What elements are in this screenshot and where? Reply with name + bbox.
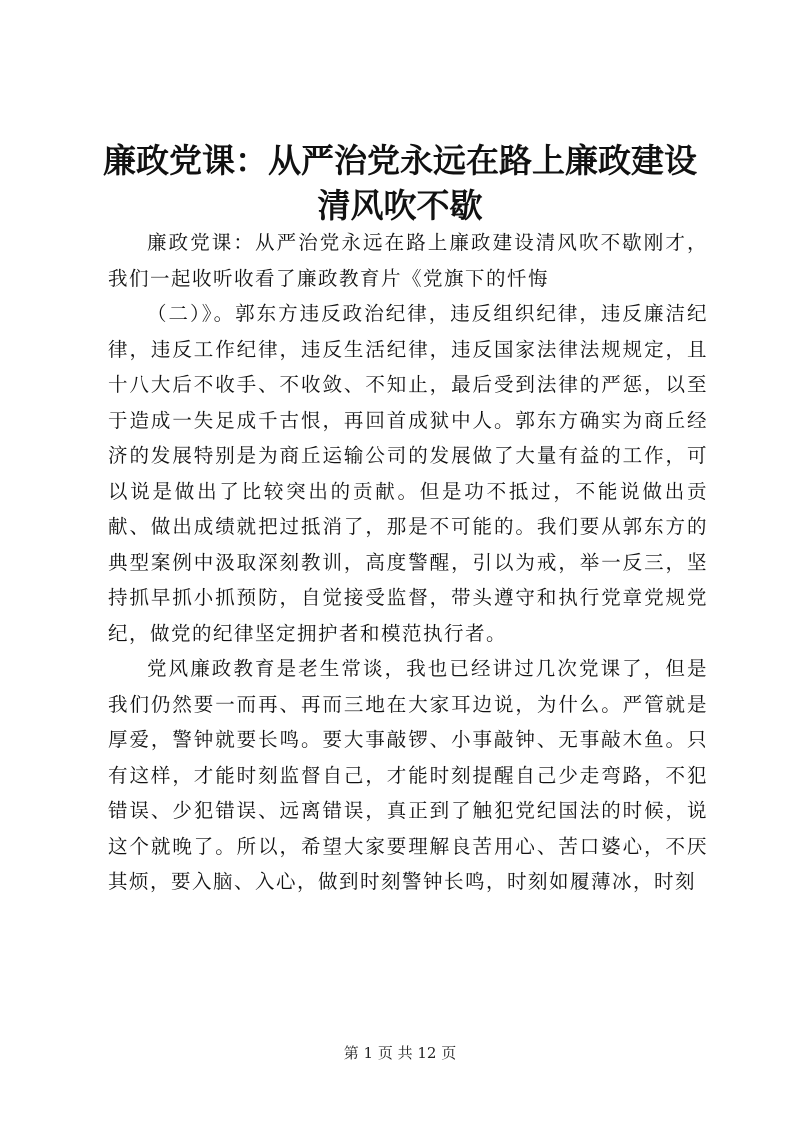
page-footer: 第 1 页 共 12 页 bbox=[343, 1044, 457, 1062]
paragraph-3: 党风廉政教育是老生常谈，我也已经讲过几次党课了，但是我们仍然要一而再、再而三地在大家耳边说，为什么。严管就是厚爱，警钟就要长鸣。要大事敲锣、小事敲钟、无事敲木鱼。只有这样，才能时刻监督自己，才能时刻提醒自己少走弯路，不犯错误、少犯错误、远离错误，真正到了触犯党纪国法的时候，说这个就晚了。所以，希望大家要理解良苦用心、苦口婆心，不厌其烦，要入脑、入心，做到时刻警钟长鸣，时刻如履薄冰，时刻 bbox=[108, 657, 708, 893]
document-body bbox=[108, 225, 708, 900]
paragraph-2: （二）》。郭东方违反政治纪律，违反组织纪律，违反廉洁纪律，违反工作纪律，违反生活纪律，违反国家法律法规规定，且十八大后不收手、不收敛、不知止，最后受到法律的严惩，以至于造成一失足成千古恨，再回首成狱中人。郭东方确实为商丘经济的发展特别是为商丘运输公司的发展做了大量有益的工作，可以说是做出了比较突出的贡献。但是功不抵过，不能说做出贡献、做出成绩就把过抵消了，那是不可能的。我们要从郭东方的典型案例中汲取深刻教训，高度警醒，引以为戒，举一反三，坚持抓早抓小抓预防，自觉接受监督，带头遵守和执行党章党规党纪，做党的纪律坚定拥护者和模范执行者。 bbox=[108, 302, 708, 645]
paragraph-1: 廉政党课：从严治党永远在路上廉政建设清风吹不歇刚才，我们一起收听收看了廉政教育片《党旗下的忏悔 bbox=[108, 231, 708, 290]
document-title: 廉政党课：从严治党永远在路上廉政建设清风吹不歇 bbox=[103, 141, 697, 225]
